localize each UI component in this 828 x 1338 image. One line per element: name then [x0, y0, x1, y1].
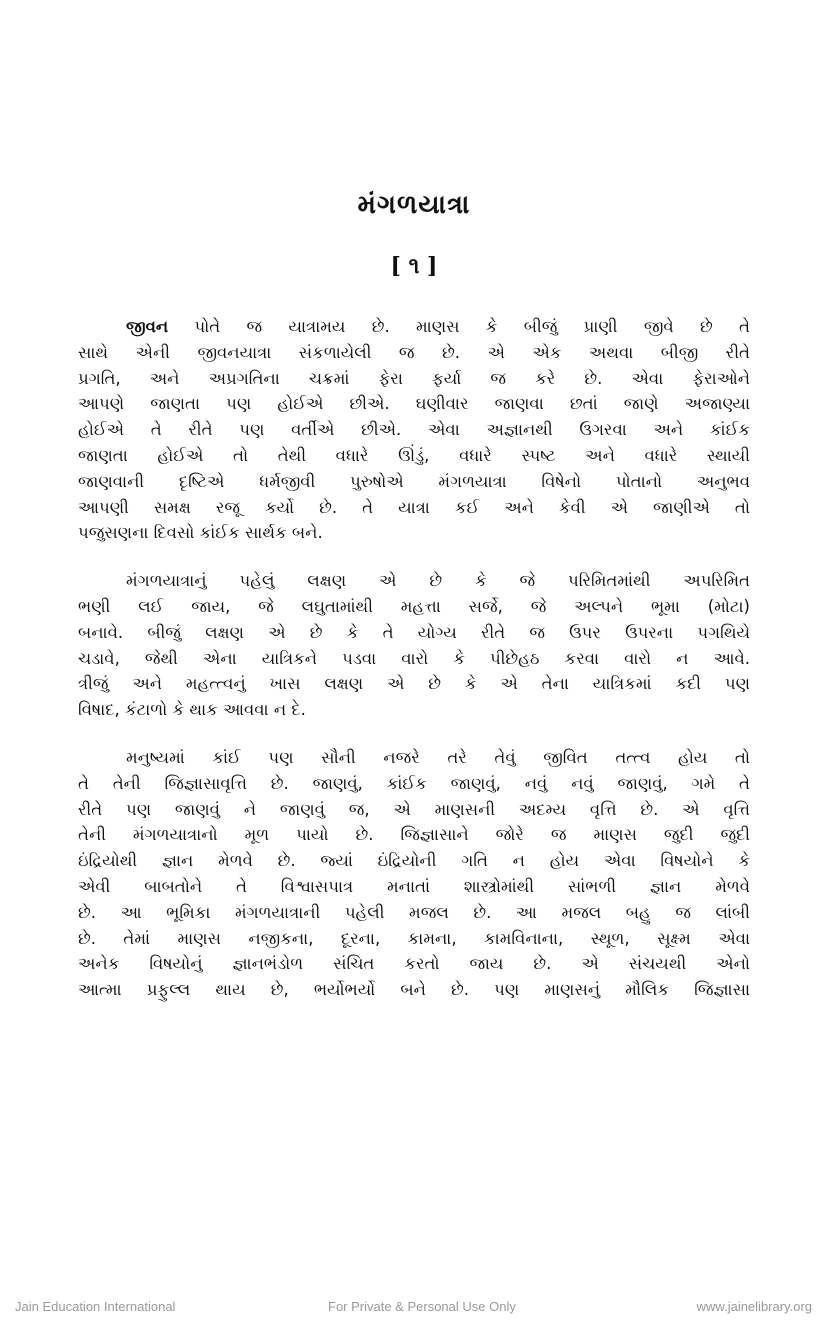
text-line: ભણી લઈ જાય, જે લઘુતામાંથી મહત્તા સર્જે, જે અલ્પને ભૂમા (મોટા) [78, 596, 750, 616]
text-line: છે. આ ભૂમિકા મંગળયાત્રાની પહેલી મજલ છે. આ મજલ બહુ જ લાંબી [78, 902, 750, 922]
text-line: તે તેની જિજ્ઞાસાવૃત્તિ છે. જાણવું, કાંઈક જાણવું, નવું નવું જાણવું, ગમે તે [78, 773, 750, 793]
paragraph-2 [78, 568, 750, 723]
text-line: જાણવાની દૃષ્ટિએ ધર્મજીવી પુરુષોએ મંગળયાત્રા વિષેનો પોતાનો અનુભવ [78, 471, 750, 491]
text-line: પ્રગતિ, અને અપ્રગતિના ચક્રમાં ફેરા ફર્યા જ કરે છે. એવા ફેરાઓને [78, 368, 750, 388]
lead-word: જીવન [126, 317, 169, 336]
body-text [78, 314, 750, 1003]
text-line: વિષાદ, કંટાળો કે થાક આવવા ન દે. [78, 700, 306, 720]
text-line: બનાવે. બીજું લક્ષણ એ છે કે તે યોગ્ય રીતે જ ઉપર ઉપરના પગથિયે [78, 622, 750, 642]
text-line: એવી બાબતોને તે વિશ્વાસપાત્ર મનાતાં શાસ્ત્રોમાંથી સાંભળી જ્ઞાન મેળવે [78, 876, 750, 896]
text-line: આત્મા પ્રફુલ્લ થાય છે, ભર્યોભર્યો બને છે. પણ માણસનું મૌલિક જિજ્ઞાસા [78, 980, 750, 1000]
text-line: સાથે એની જીવનયાત્રા સંકળાયેલી જ છે. એ એક અથવા બીજી રીતે [78, 342, 750, 362]
text-line [78, 314, 750, 340]
text-line: પજુસણના દિવસો કાંઈક સાર્થક બને. [78, 523, 323, 543]
text-line: ચડાવે, જેથી એના યાત્રિકને પડવા વારો કે પીછેહઠ કરવા વારો ન આવે. [78, 648, 750, 668]
text-line: આપણે જાણતા પણ હોઈએ છીએ. ઘણીવાર જાણવા છતાં જાણે અજાણ્યા [78, 394, 750, 414]
text-fragment: પોતે જ યાત્રામય છે. માણસ કે બીજું પ્રાણી જીવે છે તે [168, 317, 750, 336]
text-line: મનુષ્યમાં કાંઈ પણ સૌની નજરે તરે તેવું જીવિત તત્ત્વ હોય તો [126, 747, 750, 767]
text-line: જાણતા હોઈએ તો તેથી વધારે ઊંડું, વધારે સ્પષ્ટ અને વધારે સ્થાયી [78, 445, 750, 465]
footer-website-link[interactable]: www.jainelibrary.org [696, 1299, 812, 1314]
page-footer [0, 1299, 828, 1319]
text-line: છે. તેમાં માણસ નજીકના, દૂરના, કામના, કામવિનાના, સ્થૂળ, સૂક્ષ્મ એવા [78, 928, 750, 948]
text-line: આપણી સમક્ષ રજૂ કર્યો છે. તે યાત્રા કઈ અને કેવી એ જાણીએ તો [78, 497, 750, 517]
chapter-number: [ ૧ ] [390, 253, 438, 279]
paragraph-1 [78, 314, 750, 546]
text-line: હોઈએ તે રીતે પણ વર્તીએ છીએ. એવા અજ્ઞાનથી ઉગરવા અને કાંઈક [78, 420, 750, 440]
footer-publisher: Jain Education International [15, 1299, 176, 1314]
text-line: મંગળયાત્રાનું પહેલું લક્ષણ એ છે કે જે પરિમિતમાંથી અપરિમિત [126, 571, 750, 591]
text-line: ઇંદ્રિયોથી જ્ઞાન મેળવે છે. જ્યાં ઇંદ્રિયોની ગતિ ન હોય એવા વિષયોને કે [78, 851, 750, 871]
page-title: મંગળયાત્રા [357, 190, 471, 220]
text-line: ત્રીજું અને મહત્ત્વનું ખાસ લક્ષણ એ છે કે એ તેના યાત્રિકમાં કદી પણ [78, 674, 750, 694]
text-line: રીતે પણ જાણવું ને જાણવું જ, એ માણસની અદમ્ય વૃત્તિ છે. એ વૃત્તિ [78, 799, 750, 819]
text-line: અનેક વિષયોનું જ્ઞાનભંડોળ સંચિત કરતો જાય છે. એ સંચયથી એનો [78, 954, 750, 974]
footer-usage-notice: For Private & Personal Use Only [328, 1299, 516, 1314]
paragraph-3 [78, 745, 750, 1003]
text-line: તેની મંગળયાત્રાનો મૂળ પાયો છે. જિજ્ઞાસાને જોરે જ માણસ જુદી જુદી [78, 825, 750, 845]
